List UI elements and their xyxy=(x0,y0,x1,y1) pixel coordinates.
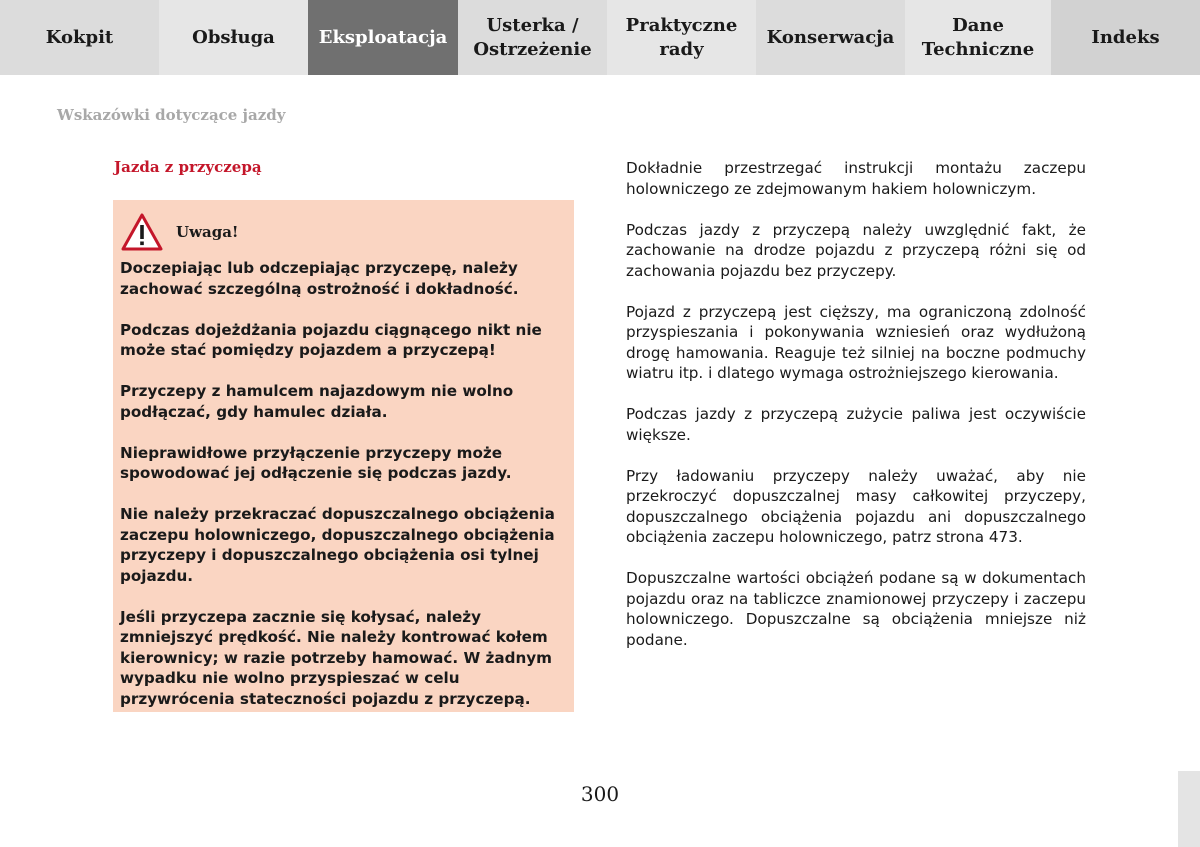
page-edge-tab xyxy=(1178,771,1200,847)
body-text-column xyxy=(626,158,1086,671)
tab-praktyczne-rady[interactable]: Praktyczne rady xyxy=(607,0,756,75)
page-number: 300 xyxy=(580,782,620,806)
warning-paragraph: Nie należy przekraczać dopuszczalnego obciążenia zaczepu holowniczego, dopuszczalnego obciążenia przyczepy i dopuszczalnego obciążenia osi tylnej pojazdu. xyxy=(120,505,555,585)
tab-konserwacja[interactable]: Konserwacja xyxy=(756,0,905,75)
warning-paragraph: Jeśli przyczepa zacznie się kołysać, należy zmniejszyć prędkość. Nie należy kontrować kołem kierownicy; w razie potrzeby hamować. W żadnym wypadku nie wolno przyspieszać w celu przywrócenia stateczności pojazdu z przyczepą. xyxy=(120,607,552,708)
section-header: Wskazówki dotyczące jazdy xyxy=(57,106,286,124)
tab-obsluga[interactable]: Obsługa xyxy=(159,0,308,75)
warning-triangle-icon xyxy=(120,212,164,252)
warning-paragraph: Podczas dojeżdżania pojazdu ciągnącego nikt nie może stać pomiędzy pojazdem a przyczepą! xyxy=(120,320,542,359)
warning-paragraph: Doczepiając lub odczepiając przyczepę, należy zachować szczególną ostrożność i dokładność. xyxy=(120,259,519,298)
warning-paragraph: Przyczepy z hamulcem najazdowym nie wolno podłączać, gdy hamulec działa. xyxy=(120,382,514,421)
body-paragraph: Dokładnie przestrzegać instrukcji montażu zaczepu holowniczego ze zdejmowanym hakiem holowniczym. xyxy=(626,159,1086,198)
tab-usterka-ostrzezenie[interactable]: Usterka / Ostrzeżenie xyxy=(458,0,607,75)
body-paragraph: Podczas jazdy z przyczepą zużycie paliwa jest oczywiście większe. xyxy=(626,405,1086,444)
warning-title: Uwaga! xyxy=(176,223,239,241)
body-paragraph: Przy ładowaniu przyczepy należy uważać, aby nie przekroczyć dopuszczalnej masy całkowitej przyczepy, dopuszczalnego obciążenia pojazdu ani dopuszczalnego obciążenia zaczepu holowniczego, patrz strona 473. xyxy=(626,466,1086,546)
chapter-nav xyxy=(0,0,1200,75)
body-paragraph: Dopuszczalne wartości obciążeń podane są w dokumentach pojazdu oraz na tabliczce znamionowej przyczepy i zaczepu holowniczego. Dopuszczalne są obciążenia mniejsze niż podane. xyxy=(626,569,1086,649)
tab-indeks[interactable]: Indeks xyxy=(1051,0,1200,75)
warning-box xyxy=(113,200,574,712)
warning-paragraph: Nieprawidłowe przyłączenie przyczepy może spowodować jej odłączenie się podczas jazdy. xyxy=(120,443,512,482)
body-paragraph: Podczas jazdy z przyczepą należy uwzględnić fakt, że zachowanie na drodze pojazdu z przyczepą różni się od zachowania pojazdu bez przyczepy. xyxy=(626,220,1086,280)
warning-header xyxy=(120,212,574,252)
tab-kokpit[interactable]: Kokpit xyxy=(0,0,159,75)
section-title: Jazda z przyczepą xyxy=(114,158,262,176)
body-paragraph: Pojazd z przyczepą jest cięższy, ma ograniczoną zdolność przyspieszania i pokonywania wzniesień oraz wydłużoną drogę hamowania. Reaguje też silniej na boczne podmuchy wiatru itp. i dlatego wymaga ostrożniejszego kierowania. xyxy=(626,302,1086,382)
tab-dane-techniczne[interactable]: Dane Techniczne xyxy=(905,0,1051,75)
tab-eksploatacja[interactable]: Eksploatacja xyxy=(308,0,458,75)
